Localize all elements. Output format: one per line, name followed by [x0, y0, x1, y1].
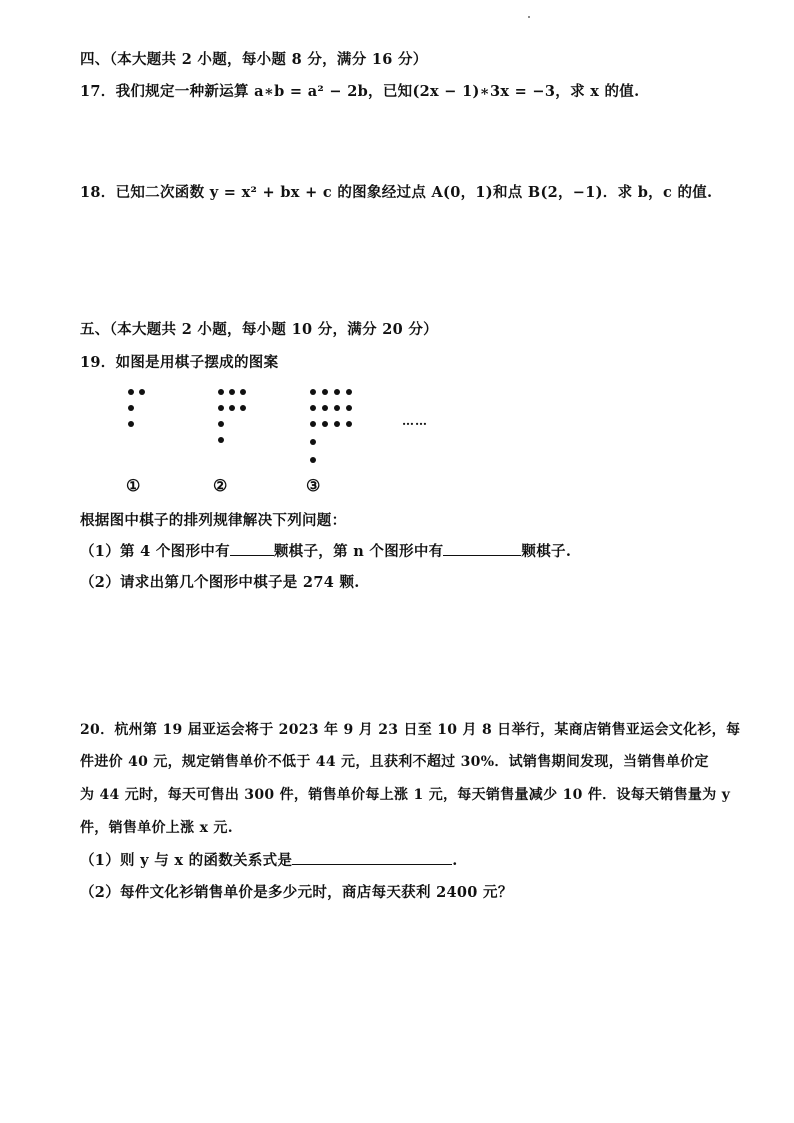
chess-piece	[218, 421, 224, 427]
chess-piece	[218, 389, 224, 395]
chess-piece	[128, 389, 134, 395]
answer-blank[interactable]	[443, 541, 521, 556]
chess-piece	[310, 457, 316, 463]
chess-piece	[322, 421, 328, 427]
chess-piece	[334, 405, 340, 411]
chess-piece	[310, 389, 316, 395]
chess-piece	[229, 405, 235, 411]
pattern-ellipsis: ……	[402, 414, 428, 428]
part1-text-b: 颗棋子，第 n 个图形中有	[273, 543, 444, 560]
question-19-intro: 19．如图是用棋子摆成的图案	[80, 354, 279, 371]
part1-text-a: （1）则 y 与 x 的函数关系式是	[80, 852, 293, 869]
question-20-line2: 件进价 40 元，规定销售单价不低于 44 元，且获利不超过 30%．试销售期间发现，当销售单价定	[80, 754, 709, 770]
answer-blank[interactable]	[292, 850, 452, 865]
chess-piece	[346, 389, 352, 395]
scan-speck	[528, 16, 530, 18]
chess-piece	[334, 421, 340, 427]
question-20-line4: 件，销售单价上涨 x 元.	[80, 820, 233, 836]
question-19-part1	[80, 540, 571, 561]
chess-piece	[310, 439, 316, 445]
answer-blank[interactable]	[230, 541, 274, 556]
figure-label-2: ②	[213, 476, 228, 495]
chess-piece	[322, 405, 328, 411]
chess-piece	[334, 389, 340, 395]
part1-text-a: （1）第 4 个图形中有	[80, 543, 230, 560]
figure-label-3: ③	[306, 476, 321, 495]
chess-piece	[310, 405, 316, 411]
chess-piece	[346, 421, 352, 427]
chess-piece	[128, 405, 134, 411]
question-19-part2: （2）请求出第几个图形中棋子是 274 颗.	[80, 574, 360, 591]
section4-header: 四、（本大题共 2 小题，每小题 8 分，满分 16 分）	[80, 51, 428, 68]
question-20-part2: （2）每件文化衫销售单价是多少元时，商店每天获利 2400 元？	[80, 884, 513, 901]
chess-piece	[240, 405, 246, 411]
question-17: 17．我们规定一种新运算 a∗b = a² − 2b，已知(2x − 1)∗3x = −3，求 x 的值.	[80, 83, 640, 100]
chess-piece	[240, 389, 246, 395]
chess-piece	[346, 405, 352, 411]
question-20-line3: 为 44 元时，每天可售出 300 件，销售单价每上涨 1 元，每天销售量减少 10 件．设每天销售量为 y	[80, 787, 731, 803]
chess-piece	[128, 421, 134, 427]
chess-piece	[310, 421, 316, 427]
chess-piece	[229, 389, 235, 395]
chess-piece	[139, 389, 145, 395]
chess-piece	[218, 405, 224, 411]
question-18: 18．已知二次函数 y = x² + bx + c 的图象经过点 A(0，1)和点 B(2，−1)．求 b，c 的值.	[80, 184, 713, 201]
part1-text-b: .	[452, 852, 458, 869]
question-19-instruction: 根据图中棋子的排列规律解决下列问题：	[80, 512, 347, 529]
figure-label-1: ①	[126, 476, 141, 495]
section5-header: 五、（本大题共 2 小题，每小题 10 分，满分 20 分）	[80, 321, 438, 338]
chess-piece	[218, 437, 224, 443]
question-20-line1: 20．杭州第 19 届亚运会将于 2023 年 9 月 23 日至 10 月 8 日举行，某商店销售亚运会文化衫，每	[80, 722, 741, 738]
part1-text-c: 颗棋子.	[521, 543, 572, 560]
question-20-part1	[80, 849, 458, 870]
chess-piece	[322, 389, 328, 395]
